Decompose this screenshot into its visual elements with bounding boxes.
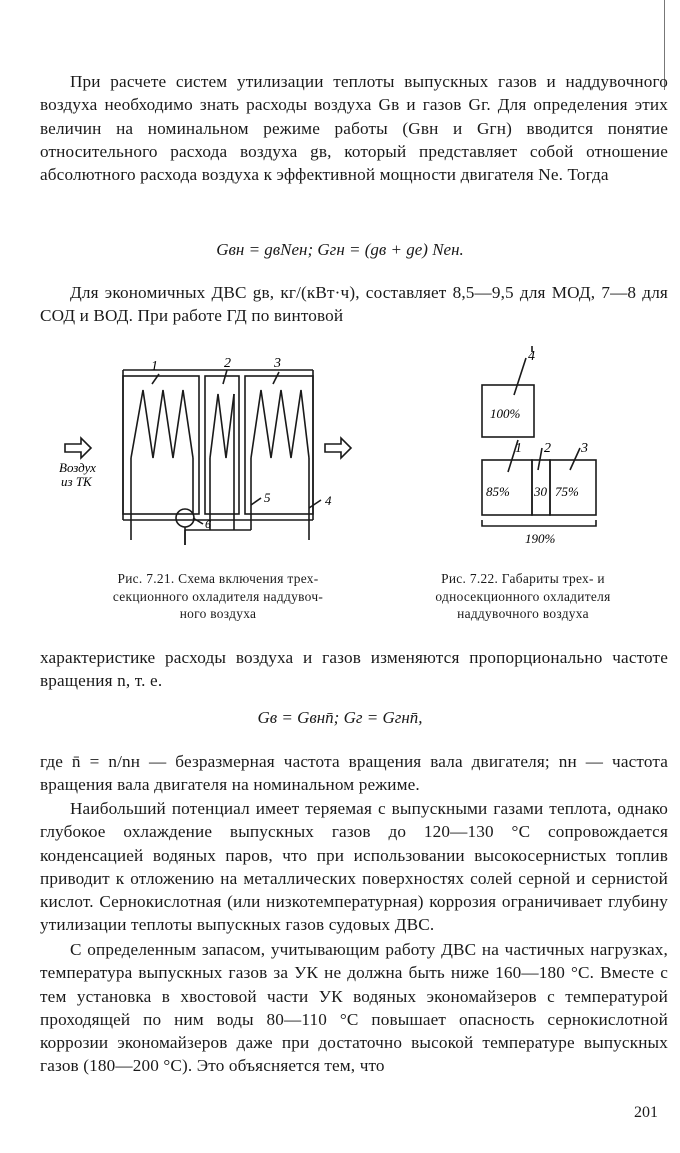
coil-2 [210,394,234,458]
section-3-label: 75% [555,484,579,499]
figure-7-22-caption [388,570,658,623]
paragraph-2 [40,281,668,328]
total-dimension-line [482,520,596,526]
caption-722-line1: Рис. 7.22. Габариты трех- и [441,571,605,586]
cooler-section-3 [245,376,313,514]
paragraph-5-text: Наибольший потенциал имеет теряемая с выпускными газами теплота, однако глубокое охлаждение выпускных газов до 120—130 °С сопровождается конденсацией водяных паров, что при использовании высокосернистых топлив приводит к отложению на металлических поверхностях солей серной и сернистой кислот. Сернокислотная (или низкотемпературная) коррозия ограничивает глубину утилизации теплоты выпускных газов судовых ДВС. [40,799,668,935]
page-number: 201 [634,1104,658,1121]
paragraph-6-text: С определенным запасом, учитывающим работу ДВС на частичных нагрузках, температура выпускных газов за УК не должна быть ниже 160—180 °С. Вместе с тем установка в хвостовой части УК водяных экономайзеров с температурой проходящей по ним воды 80—110 °С повышает опасность сернокислотной коррозии экономайзеров даже при достаточно высокой температуре выпускных газов (180—200 °С). Это объясняется тем, что [40,940,668,1076]
formula-2: Gв = Gвнn̄; Gг = Gгнn̄, [257,708,423,727]
paragraph-6 [40,938,668,1078]
figure-7-21-caption [68,570,368,623]
figure-7-21-schematic [55,340,375,570]
caption-721-line3: ного воздуха [179,606,257,621]
callout-4: 4 [528,349,535,364]
callout-2: 2 [544,441,551,456]
paragraph-1-text: При расчете систем утилизации теплоты выпускных газов и наддувочного воздуха необходимо знать расходы воздуха Gв и газов Gг. Для определения этих величин на номинальном режиме работы (Gвн и Gгн) вводится понятие относительного расхода воздуха gв, который представляет собой отношение абсолютного расхода воздуха к эффективной мощности двигателя Ne. Тогда [40,72,668,185]
callout-4: 4 [325,493,332,508]
paragraph-3 [40,646,668,693]
total-label: 190% [525,531,556,546]
coil-3 [251,390,309,458]
caption-721-line2: секционного охладителя наддувоч- [112,588,324,604]
single-box-label: 100% [490,406,521,421]
formula-1: Gвн = gвNeн; Gгн = (gв + ge) Neн. [216,240,464,259]
callout-2: 2 [224,356,231,371]
caption-722-line3: наддувочного воздуха [457,606,589,621]
paragraph-1 [40,70,668,186]
air-outlet-arrow-icon [325,438,351,458]
section-1-label: 85% [486,484,510,499]
callout-5: 5 [264,490,271,505]
callout-1: 1 [151,359,158,374]
inlet-label-line2: из ТК [61,474,92,489]
cooler-section-1 [123,376,199,514]
paragraph-4-text: где n̄ = n/nн — безразмерная частота вращения вала двигателя; nн — частота вращения вала двигателя на номинальном режиме. [40,752,668,795]
caption-722-line2: односекционного охладителя [435,588,611,604]
paragraph-4 [40,750,668,797]
inlet-label-line1: Воздух [59,460,96,475]
section-2-label: 30 [534,484,547,499]
pump-icon [176,509,194,527]
air-inlet-arrow-icon [65,438,91,458]
caption-721-line1: Рис. 7.21. Схема включения трех- [117,571,319,586]
callout-3: 3 [274,356,281,371]
coil-1 [131,390,193,458]
paragraph-5 [40,797,668,937]
callout-3: 3 [581,441,588,456]
paragraph-3-text: характеристике расходы воздуха и газов изменяются пропорционально частоте вращения n, т. е. [40,648,668,691]
figure-7-22-dimensions [460,340,620,555]
callout-1: 1 [515,441,522,456]
callout-6: 6 [205,517,211,531]
paragraph-2-text: Для экономичных ДВС gв, кг/(кВт·ч), составляет 8,5—9,5 для МОД, 7—8 для СОД и ВОД. При работе ГД по винтовой [40,283,668,326]
